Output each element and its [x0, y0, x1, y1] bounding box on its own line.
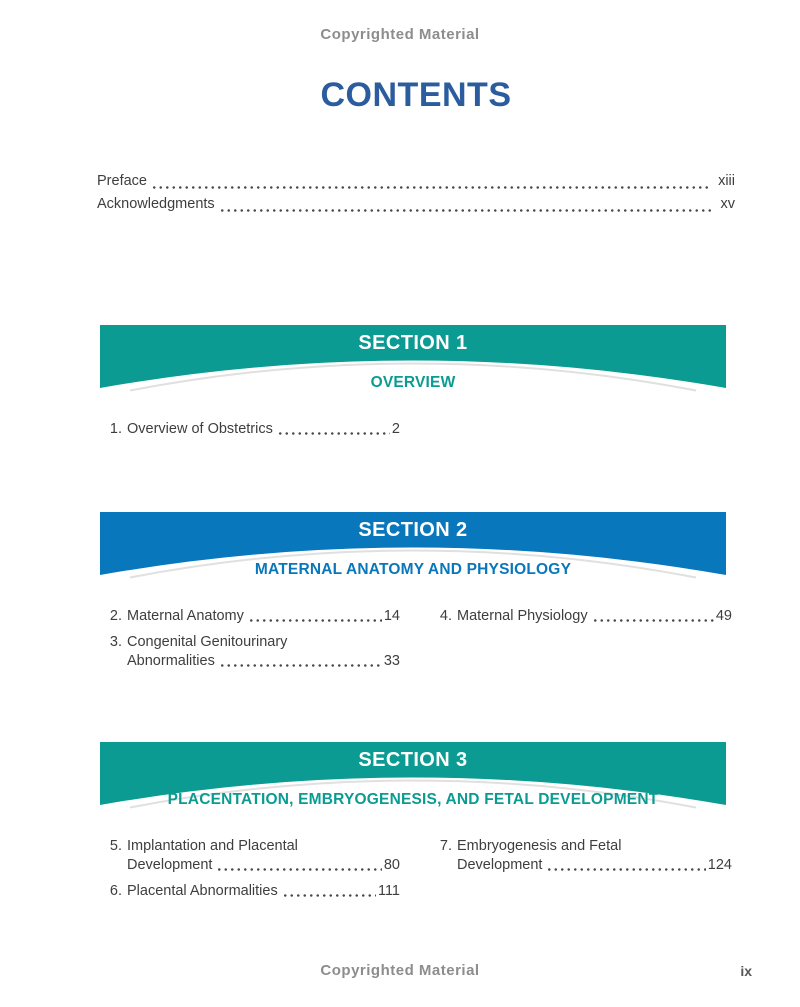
section-3-banner — [100, 742, 726, 812]
toc-entry-title: Acknowledgments — [97, 196, 215, 212]
section-1-subtitle: OVERVIEW — [370, 374, 456, 391]
copyright-notice-bottom: Copyrighted Material — [320, 962, 480, 979]
chapter-title-continued: Development — [457, 857, 543, 873]
section-1-banner — [100, 325, 726, 395]
section-3-label: SECTION 3 — [358, 749, 468, 771]
toc-entry-chapter-4 — [435, 607, 732, 626]
chapter-title: Placental Abnormalities — [127, 883, 278, 899]
toc-entry-chapter-2 — [105, 607, 400, 626]
dot-leader — [544, 856, 705, 875]
chapter-number: 6. — [109, 883, 122, 899]
toc-entry-acknowledgments — [97, 193, 735, 216]
section-3-subtitle: PLACENTATION, EMBRYOGENESIS, AND FETAL DEVELOPMENT — [167, 791, 659, 808]
toc-entry-chapter-6 — [105, 882, 400, 901]
chapter-number: 5. — [109, 838, 122, 854]
chapter-number: 4. — [439, 608, 452, 624]
chapter-number: 7. — [439, 838, 452, 854]
dot-leader — [214, 856, 381, 875]
toc-entry-chapter-7 — [435, 837, 732, 875]
dot-leader — [217, 193, 714, 216]
dot-leader — [149, 170, 711, 193]
chapter-title: Maternal Physiology — [457, 608, 588, 624]
dot-leader — [275, 420, 390, 439]
chapter-number: 1. — [109, 421, 122, 437]
front-matter-list — [97, 170, 735, 216]
toc-entry-page: xiii — [718, 173, 735, 189]
chapter-title: Maternal Anatomy — [127, 608, 244, 624]
dot-leader — [590, 607, 714, 626]
section-2-label: SECTION 2 — [358, 519, 468, 541]
section-1-label: SECTION 1 — [358, 332, 468, 354]
toc-entry-title: Preface — [97, 173, 147, 189]
dot-leader — [246, 607, 382, 626]
chapter-title: Congenital Genitourinary — [127, 634, 288, 650]
toc-entry-chapter-1 — [105, 420, 400, 439]
dot-leader — [217, 652, 382, 671]
dot-leader — [280, 882, 376, 901]
chapter-page: 111 — [377, 883, 400, 899]
chapter-title-continued: Development — [127, 857, 213, 873]
chapter-page: 124 — [707, 857, 732, 873]
chapter-number: 2. — [109, 608, 122, 624]
chapter-page: 33 — [383, 653, 400, 669]
chapter-page: 14 — [383, 608, 400, 624]
chapter-title: Embryogenesis and Fetal — [457, 838, 622, 854]
chapter-page: 2 — [391, 421, 400, 437]
chapter-page: 80 — [383, 857, 400, 873]
section-2-banner — [100, 512, 726, 582]
chapter-title: Overview of Obstetrics — [127, 421, 273, 437]
toc-entry-page: xv — [720, 196, 735, 212]
toc-entry-chapter-5 — [105, 837, 400, 875]
section-2-subtitle: MATERNAL ANATOMY AND PHYSIOLOGY — [254, 561, 572, 578]
chapter-title-continued: Abnormalities — [127, 653, 215, 669]
page-title: CONTENTS — [320, 76, 512, 114]
copyright-notice-top: Copyrighted Material — [320, 26, 480, 43]
page-folio-number: ix — [740, 963, 752, 979]
chapter-page: 49 — [715, 608, 732, 624]
toc-entry-chapter-3 — [105, 633, 400, 671]
chapter-title: Implantation and Placental — [127, 838, 298, 854]
chapter-number: 3. — [109, 634, 122, 650]
toc-entry-preface — [97, 170, 735, 193]
